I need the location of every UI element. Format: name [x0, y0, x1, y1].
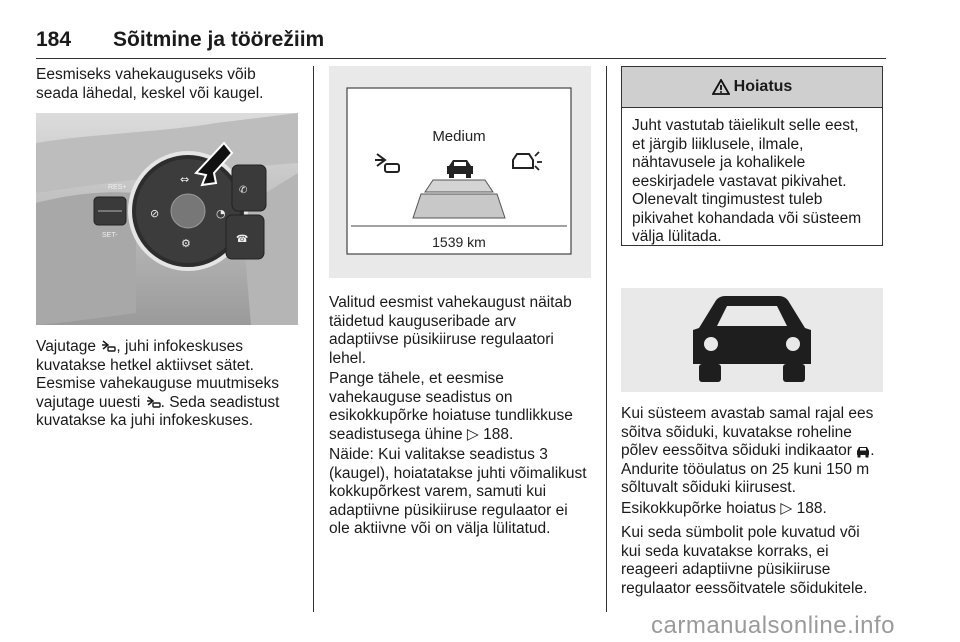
page-header — [36, 28, 886, 59]
paragraph-example: Näide: Kui valitakse seadistus 3 (kaugel), hoiatatakse juhti võimalikust kokkupõrkest varem, samuti kui adaptiivne püsikiiruse regulaator ei ole aktiivne või on välja lülitatud. — [329, 446, 587, 537]
page-ref-icon: ▷ — [466, 425, 479, 443]
warning-header — [622, 67, 882, 108]
driver-info-display-figure — [329, 66, 591, 278]
vehicle-gap-icon — [100, 338, 116, 354]
paragraph-detection: Kui süsteem avastab samal rajal ees sõitva sõiduki, kuvatakse roheline põlev eessõitva sõiduki indikaator . Andurite tööulatus on 25 kuni 150 m sõltuvalt sõiduki kiirusest. — [621, 405, 875, 496]
warning-title: Hoiatus — [733, 78, 793, 95]
paragraph-collision-setting: Pange tähele, et eesmise vahekauguse seadistus on esikokkupõrke hoiatuse tundlikkuse seadistusega ühine ▷ 188. — [329, 370, 573, 443]
paragraph-collision-ref: Esikokkupõrke hoiatus ▷ 188. — [621, 500, 827, 517]
footer-watermark[interactable]: carmanualsonline.info — [651, 612, 895, 639]
warning-triangle-icon — [712, 79, 730, 95]
front-vehicle-icon — [856, 446, 870, 458]
steering-wheel-illustration — [36, 113, 298, 325]
svg-text:⊘: ⊘ — [150, 207, 160, 220]
column-divider-2 — [606, 66, 607, 612]
warning-box — [621, 66, 883, 246]
paragraph-setting-indicator: Valitud eesmist vahekaugust näitab täidetud kauguseribade arv adaptiivse püsikiiruse regulaatori lehel. — [329, 294, 572, 367]
display-setting-text: Medium — [432, 128, 486, 145]
column-divider-1 — [313, 66, 314, 612]
page-number: 184 — [36, 28, 72, 51]
warning-text: Juht vastutab täielikult selle eest, et järgib liiklusele, ilmale, nähtavusele ja kohalikele eeskirjadele vastavat pikivahet. Olenevalt tingimustest tuleb pikivahet kohandada või süsteem välja lülitada. — [632, 117, 862, 245]
svg-text:☎: ☎ — [236, 234, 249, 245]
svg-text:✆: ✆ — [239, 185, 248, 196]
chapter-title: Sõitmine ja töörežiim — [113, 28, 325, 51]
paragraph-symbol-note: Kui seda sümbolit pole kuvatud või kui seda kuvatakse korraks, ei reageeri adaptiivne püsikiiruse regulaator eessõitvatele sõidukitele. — [621, 524, 868, 597]
vehicle-gap-icon — [145, 394, 161, 410]
front-vehicle-large-icon — [621, 288, 883, 392]
set-label: SET- — [102, 232, 118, 239]
steering-wheel-figure — [36, 113, 298, 325]
page-ref-link[interactable]: 188. — [483, 425, 514, 443]
vehicle-indicator-figure — [621, 288, 883, 392]
page-ref-icon: ▷ — [780, 500, 793, 517]
res-label: RES+ — [108, 184, 127, 191]
display-illustration — [329, 66, 591, 278]
svg-text:⇔: ⇔ — [180, 173, 190, 186]
odometer-text: 1539 km — [432, 234, 486, 250]
intro-text: Eesmiseks vahekauguseks võib seada lähedal, keskel või kaugel. — [36, 66, 264, 102]
instructions-text: Vajutage , juhi infokeskuses kuvatakse hetkel aktiivset sätet. Eesmise vahekauguse muutmiseks vajutage uuesti . Seda seadistust kuvatakse ka juhi infokeskuses. — [36, 338, 280, 429]
svg-text:⚙: ⚙ — [181, 237, 191, 250]
page-ref-link[interactable]: 188. — [796, 500, 827, 517]
svg-text:◔: ◔ — [216, 207, 226, 220]
